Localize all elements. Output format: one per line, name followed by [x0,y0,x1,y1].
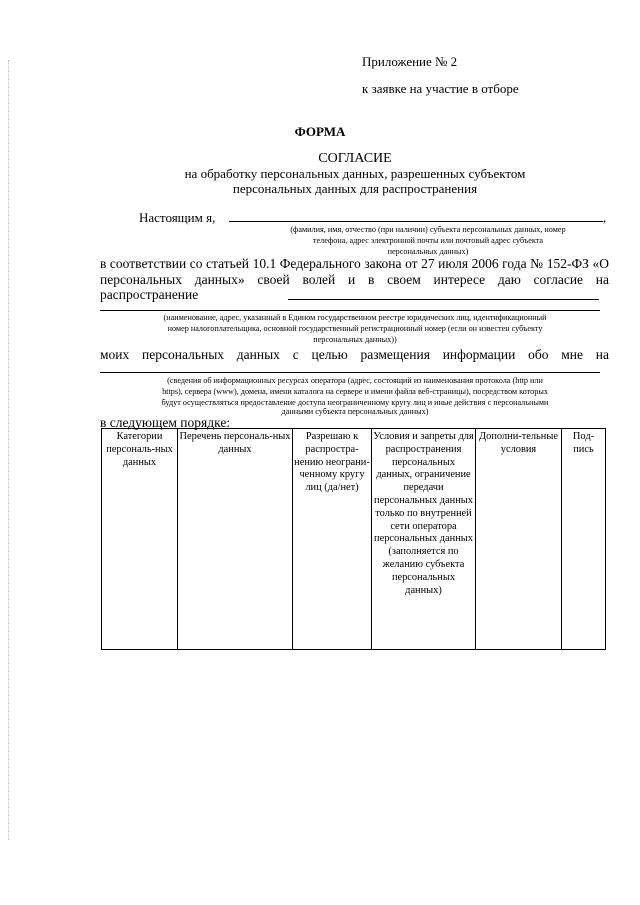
subject-comma: , [603,210,607,225]
subject-hint-line2: телефона, адрес электронной почты или почтовый адрес субъекта [312,236,544,245]
subject-hint-line3: персональных данных) [387,247,469,256]
table-row [102,429,606,650]
subject-label: Настоящим я, [139,210,216,225]
header-conditions: Условия и запреты для распространения персональных данных, ограничение передачи персональных данных только по внутренней сети оператора персональных данных (заполняется по желанию субъекта персональных данных) [372,429,476,650]
header-additional: Дополни-тельные условия [476,429,562,650]
annex-subtitle: к заявке на участие в отборе [362,81,519,96]
operator-field[interactable] [288,299,599,300]
subject-name-field[interactable] [229,221,603,222]
operator-hint-line3: персональных данных)) [313,335,397,344]
subject-hint-line1: (фамилия, имя, отчество (при наличии) субъекта персональных данных, номер [290,225,566,234]
resources-hint-line4: данными субъекта персональных данных) [281,407,429,416]
resources-hint-line2: https), сервера (www), домена, имени каталога на сервере и имени файла веб-страницы), посредством которых [162,387,548,396]
header-permission: Разрешаю к распростра-нению неограни-ченному кругу лиц (да/нет) [293,429,372,650]
operator-hint-line2: номер налогоплательщика, основной государственный регистрационный номер (если он известен субъекту [167,324,543,333]
resources-hint-line3: будут осуществляться предоставление доступа неограниченному кругу лиц и иные действия с персональными [161,398,549,407]
consent-paragraph: в соответствии со статьей 10.1 Федерального закона от 27 июля 2006 года № 152-ФЗ «О персональных данных» своей волей и в своем интересе даю согласие на распространение [100,256,609,302]
consent-subtitle-line2: персональных данных для распространения [232,181,478,196]
resources-field[interactable] [100,372,600,373]
operator-field-line2[interactable] [100,310,600,311]
header-list: Перечень персональ-ных данных [178,429,293,650]
consent-table [101,428,606,650]
annex-number: Приложение № 2 [362,54,458,69]
header-signature: Под-пись [562,429,606,650]
resources-hint-line1: (сведения об информационных ресурсах оператора (адрес, состоящий из наименования протокола (http или [167,376,543,385]
consent-subtitle-line1: на обработку персональных данных, разрешенных субъектом [184,166,526,181]
form-title: ФОРМА [294,124,346,139]
consent-title: СОГЛАСИЕ [318,151,392,166]
operator-hint-line1: (наименование, адрес, указанный в Едином государственном реестре юридических лиц, идентификационный [163,313,547,322]
order-label: в следующем порядке: [100,415,231,430]
purpose-text: моих персональных данных с целью размещения информации обо мне на [100,347,609,362]
header-categories: Категории персональ-ных данных [102,429,178,650]
